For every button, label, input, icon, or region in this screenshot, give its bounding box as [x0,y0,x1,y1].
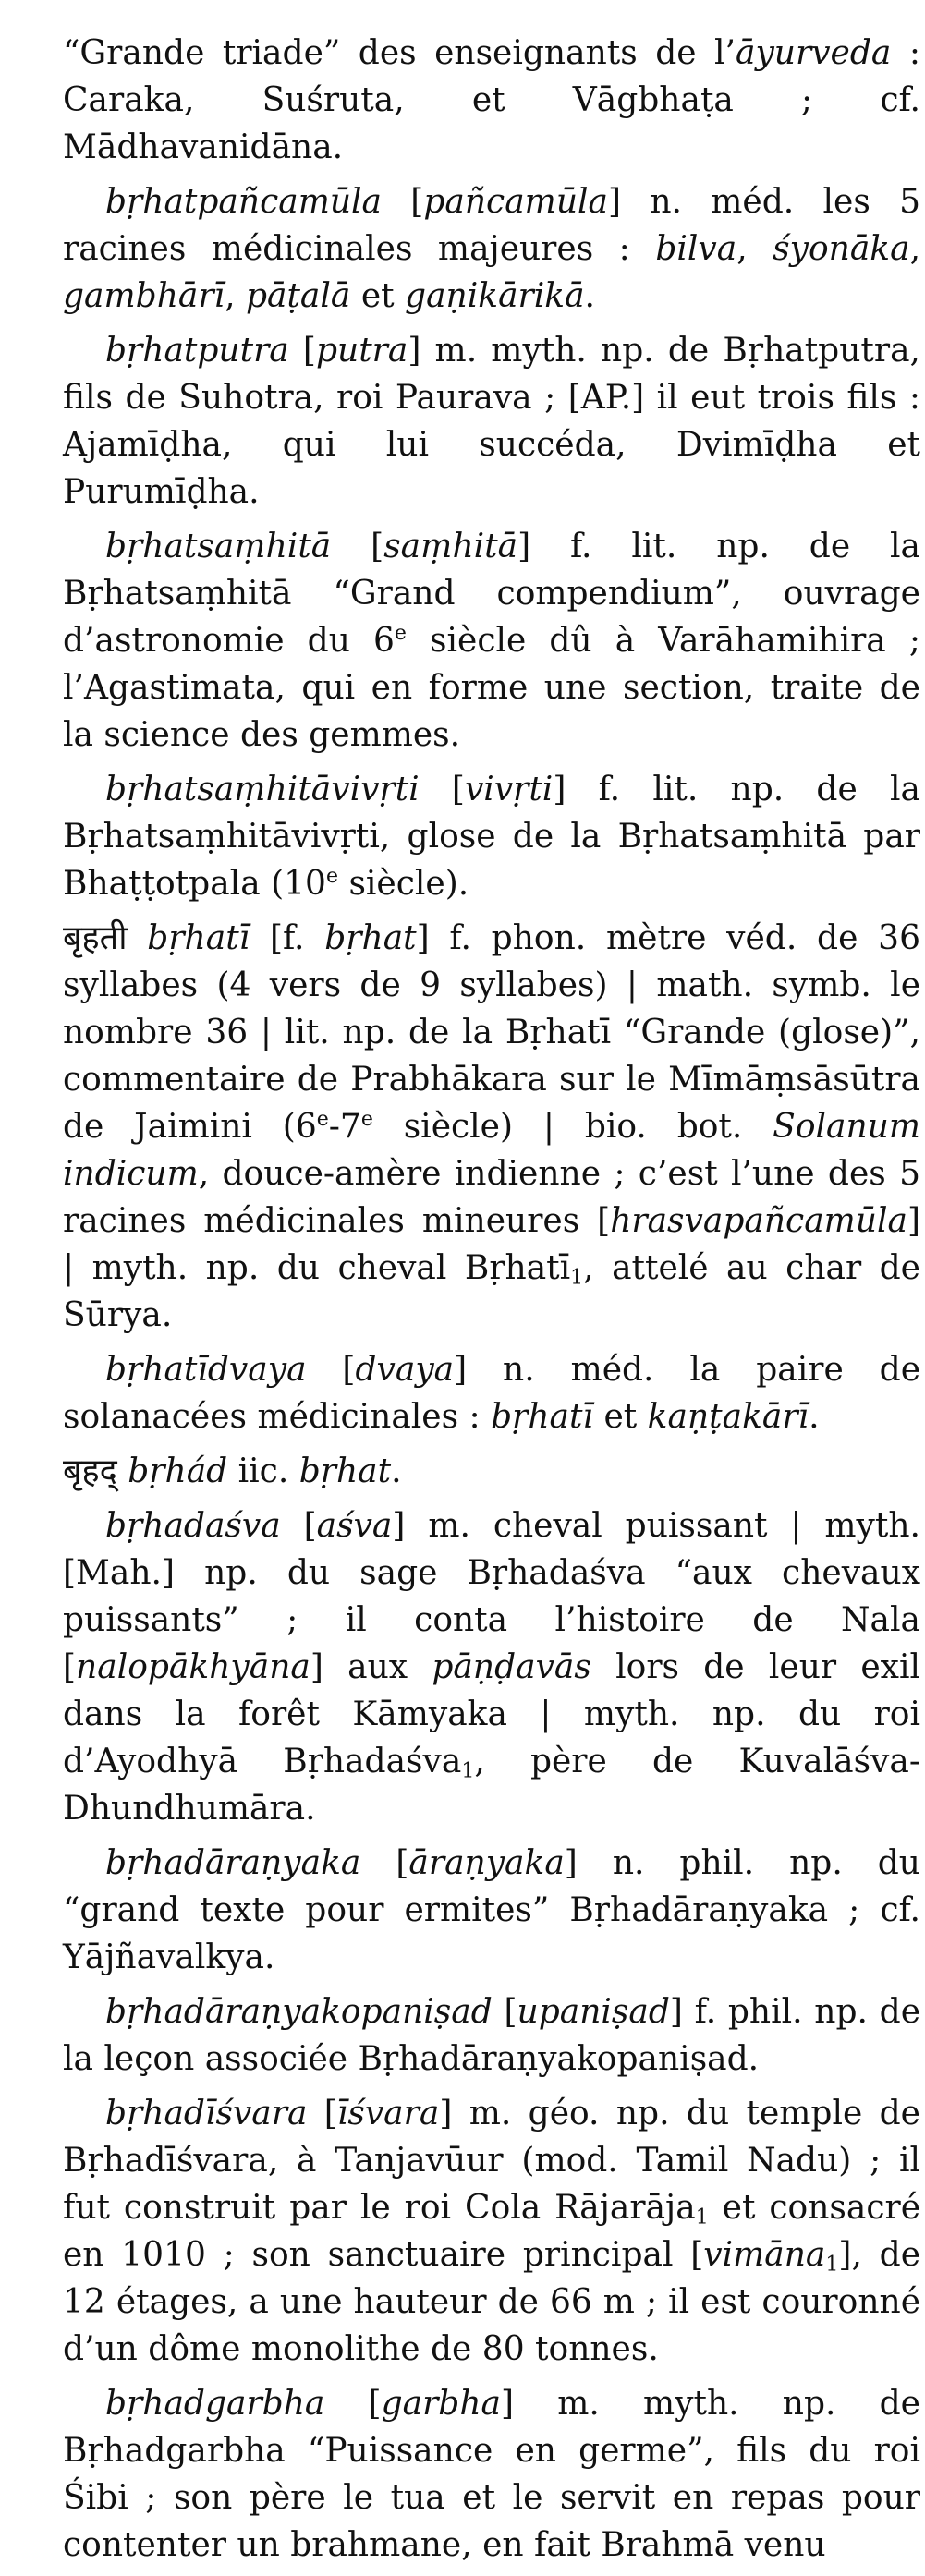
etymology-ref: garbha [381,2385,502,2423]
italic-term: kaṇṭakārī [647,1398,809,1436]
separator: , [225,277,246,315]
headword: bṛhatsaṃhitā [105,528,332,565]
superscript: e [360,1107,373,1131]
headword: bṛhatīdvaya [105,1351,307,1389]
entry-brhatpancamula: bṛhatpañcamūla [pañcamūla] n. méd. les 5 racines médicinales majeures : bilva, śyonāka, gambhārī, pāṭalā et gaṇikārikā. [63,183,921,315]
subscript: 1 [695,2205,709,2230]
headword: bṛhadgarbha [105,2385,325,2423]
entry-text: m. géo. np. du temple de Bṛhadīśvara, à Tanjavūur (mod. Tamil Nadu) ; il fut construit par le roi Cola Rājarāja [63,2095,920,2227]
superscript: e [394,621,407,645]
entry-brhadasva: bṛhadaśva [aśva] m. cheval puissant | myth. [Mah.] np. du sage Bṛhadaśva “aux chevaux puissants” ; il conta l’histoire de Nala [nalopākhyāna] aux pāṇḍavās lors de leur exil dans la forêt Kāmyaka | myth. np. du roi d’Ayodhyā Bṛhadaśva$_1$, père de Kuvalāśva-Dhundhumāra. [63,1507,921,1828]
entry-text: : Caraka, Suśruta, et Vāgbhaṭa ; cf. Mādhavanidāna. [63,34,920,166]
entry-text: m. myth. np. de Bṛhadgarbha “Puissance en germe”, fils du roi Śibi ; son père le tua et le servit en repas pour contenter un brahmane, en fait Brahmā venu [63,2385,920,2564]
entry-text: siècle). [338,865,469,903]
entry-text: ], de 12 étages, a une hauteur de 66 m ; il est couronné d’un dôme monolithe de 80 tonnes. [63,2236,921,2368]
entry-brhatsamhita: bṛhatsaṃhitā [saṃhitā] f. lit. np. de la Bṛhatsaṃhitā “Grand compendium”, ouvrage d’astronomie du 6e siècle dû à Varāhamihira ; l’Agastimata, qui en forme une section, traite de la science des gemmes. [63,528,920,754]
headword: bṛhatī [147,919,250,957]
separator: . [809,1398,820,1436]
italic-term: bṛhatī [491,1398,593,1436]
entry-text: , attelé au char de Sūrya. [63,1249,920,1334]
italic-term: pāṇḍavās [432,1648,591,1686]
etymology-ref: aśva [316,1507,393,1545]
subscript: 1 [461,1759,475,1783]
italic-term: bilva [655,230,737,268]
etymology-ref: vivṛti [464,771,554,808]
etymology-ref: bṛhat [324,919,417,957]
entry-brhati: बृहती bṛhatī [f. bṛhat] f. phon. mètre véd. de 36 syllabes (4 vers de 9 syllabes) | math. symb. le nombre 36 | lit. np. de la Bṛhatī “Grande (glose)”, commentaire de Prabhākara sur le Mīmāṃsāsūtra de Jaimini (6e-7e siècle) | bio. bot. Solanum indicum, douce-amère indienne ; c’est l’une des 5 racines médicinales mineures [hrasvapañcamūla] | myth. np. du cheval Bṛhatī$_1$, attelé au char de Sūrya. [63,919,920,1334]
headword: bṛhadaśva [105,1507,281,1545]
entry-text: f. lit. np. de la Bṛhatsaṃhitāvivṛti, glose de la Bṛhatsaṃhitā par Bhaṭṭotpala (10 [63,771,920,903]
entry-brhadgarbha: bṛhadgarbha [garbha] m. myth. np. de Bṛhadgarbha “Puissance en germe”, fils du roi Śibi ; son père le tua et le servit en repas pour contenter un brahmane, en fait Brahmā venu [63,2385,920,2564]
entry-text: iic. [227,1452,299,1490]
entry-text: f. phon. mètre véd. de 36 syllabes (4 vers de 9 syllabes) | math. symb. le nombre 36 | lit. np. de la Bṛhatī “Grande (glose)”, commentaire de Prabhākara sur le Mīmāṃsāsūtra de Jaimini (6 [63,919,920,1146]
devanagari-headword: बृहती [63,919,128,957]
etymology-ref: īśvara [336,2095,440,2132]
etymology-ref: putra [315,332,408,370]
italic-term: Solanum indicum [63,1108,920,1193]
headword: bṛhadīśvara [105,2095,308,2132]
separator: et [593,1398,648,1436]
entry-text: n. méd. les 5 racines médicinales majeures : [63,183,920,268]
entry-text: , père de Kuvalāśva-Dhundhumāra. [63,1743,921,1828]
etymology-ref: upaniṣad [517,1993,670,2031]
superscript: e [316,1107,329,1131]
entry-brhadisvara: bṛhadīśvara [īśvara] m. géo. np. du temple de Bṛhadīśvara, à Tanjavūur (mod. Tamil Nadu) ; il fut construit par le roi Cola Rājarāja$_1$ et consacré en 1010 ; son sanctuaire principal [vimāna$_1$], de 12 étages, a une hauteur de 66 m ; il est couronné d’un dôme monolithe de 80 tonnes. [63,2095,921,2368]
headword: bṛhatpañcamūla [105,183,382,221]
entry-text: ] aux [310,1648,432,1686]
etymology-ref: āraṇyaka [408,1844,565,1882]
entry-brhadaranyakopanisad: bṛhadāraṇyakopaniṣad [upaniṣad] f. phil. np. de la leçon associée Bṛhadāraṇyakopaniṣad. [63,1993,920,2078]
separator: , [909,230,921,268]
entry-text: , douce-amère indienne ; c’est l’une des 5 racines médicinales mineures [ [63,1155,920,1240]
dictionary-page [63,30,920,2576]
italic-term: pāṭalā [245,277,351,315]
entry-text: siècle dû à Varāhamihira ; l’Agastimata, qui en forme une section, traite de la science des gemmes. [63,622,920,754]
etymology-ref: dvaya [355,1351,455,1389]
entry-brhatputra: bṛhatputra [putra] m. myth. np. de Bṛhatputra, fils de Suhotra, roi Paurava ; [AP.] il eut trois fils : Ajamīḍha, qui lui succéda, Dvimīḍha et Purumīḍha. [63,332,920,511]
entry-text: siècle) | bio. bot. [372,1108,773,1146]
entry-text: m. cheval puissant | myth. [Mah.] np. du sage Bṛhadaśva “aux chevaux puissants” ; il conta l’histoire de Nala [ [63,1507,920,1686]
italic-term: āyurveda [736,34,892,72]
separator: . [391,1452,402,1490]
subscript: 1 [825,2253,839,2277]
entry-text: ] | myth. np. du cheval Bṛhatī [63,1202,920,1287]
italic-term: gambhārī [63,277,225,315]
italic-term: śyonāka [773,230,910,268]
headword: bṛhadāraṇyakopaniṣad [105,1993,493,2031]
entry-text: -7 [328,1108,361,1146]
subscript: 1 [570,1266,584,1290]
separator: , [736,230,773,268]
italic-term: gaṇikārikā [405,277,585,315]
entry-continuation [63,30,920,171]
headword: bṛhatsaṃhitāvivṛti [105,771,420,808]
italic-term: hrasvapañcamūla [610,1202,907,1240]
entry-text: m. myth. np. de Bṛhatputra, fils de Suhotra, roi Paurava ; [AP.] il eut trois fils : Ajamīḍha, qui lui succéda, Dvimīḍha et Purumīḍha. [63,332,920,511]
separator: et [350,277,406,315]
devanagari-headword: बृहद् [63,1452,117,1490]
entry-text: “Grande triade” des enseignants de l’ [63,34,736,72]
entry-text: f. lit. np. de la Bṛhatsaṃhitā “Grand compendium”, ouvrage d’astronomie du 6 [63,528,920,660]
entry-text: f. phil. np. de la leçon associée Bṛhadāraṇyakopaniṣad. [63,1993,920,2078]
etymology-ref: saṃhitā [383,528,518,565]
entry-text: n. phil. np. du “grand texte pour ermites” Bṛhadāraṇyaka ; cf. Yājñavalkya. [63,1844,920,1976]
italic-term: nalopākhyāna [76,1648,310,1686]
etymology-ref: pañcamūla [423,183,608,221]
entry-brhatidvaya: bṛhatīdvaya [dvaya] n. méd. la paire de solanacées médicinales : bṛhatī et kaṇṭakārī. [63,1351,920,1436]
headword: bṛhadāraṇyaka [105,1844,361,1882]
headword: bṛhád [128,1452,228,1490]
entry-brhad [63,1448,920,1495]
italic-term: vimāna [703,2236,826,2274]
superscript: e [325,864,338,888]
entry-text: lors de leur exil dans la forêt Kāmyaka | myth. np. du roi d’Ayodhyā Bṛhadaśva [63,1648,920,1780]
etymology-prefix: f. [283,919,325,957]
italic-term: bṛhat [298,1452,392,1490]
entry-text: et consacré en 1010 ; son sanctuaire principal [ [63,2189,921,2274]
entry-brhadaranyaka: bṛhadāraṇyaka [āraṇyaka] n. phil. np. du “grand texte pour ermites” Bṛhadāraṇyaka ; cf. Yājñavalkya. [63,1844,920,1976]
separator: . [584,277,595,315]
entry-brhatsamhitavivrti: bṛhatsaṃhitāvivṛti [vivṛti] f. lit. np. de la Bṛhatsaṃhitāvivṛti, glose de la Bṛhatsaṃhitā par Bhaṭṭotpala (10e siècle). [63,771,920,903]
headword: bṛhatputra [105,332,289,370]
entry-text: n. méd. la paire de solanacées médicinales : [63,1351,920,1436]
